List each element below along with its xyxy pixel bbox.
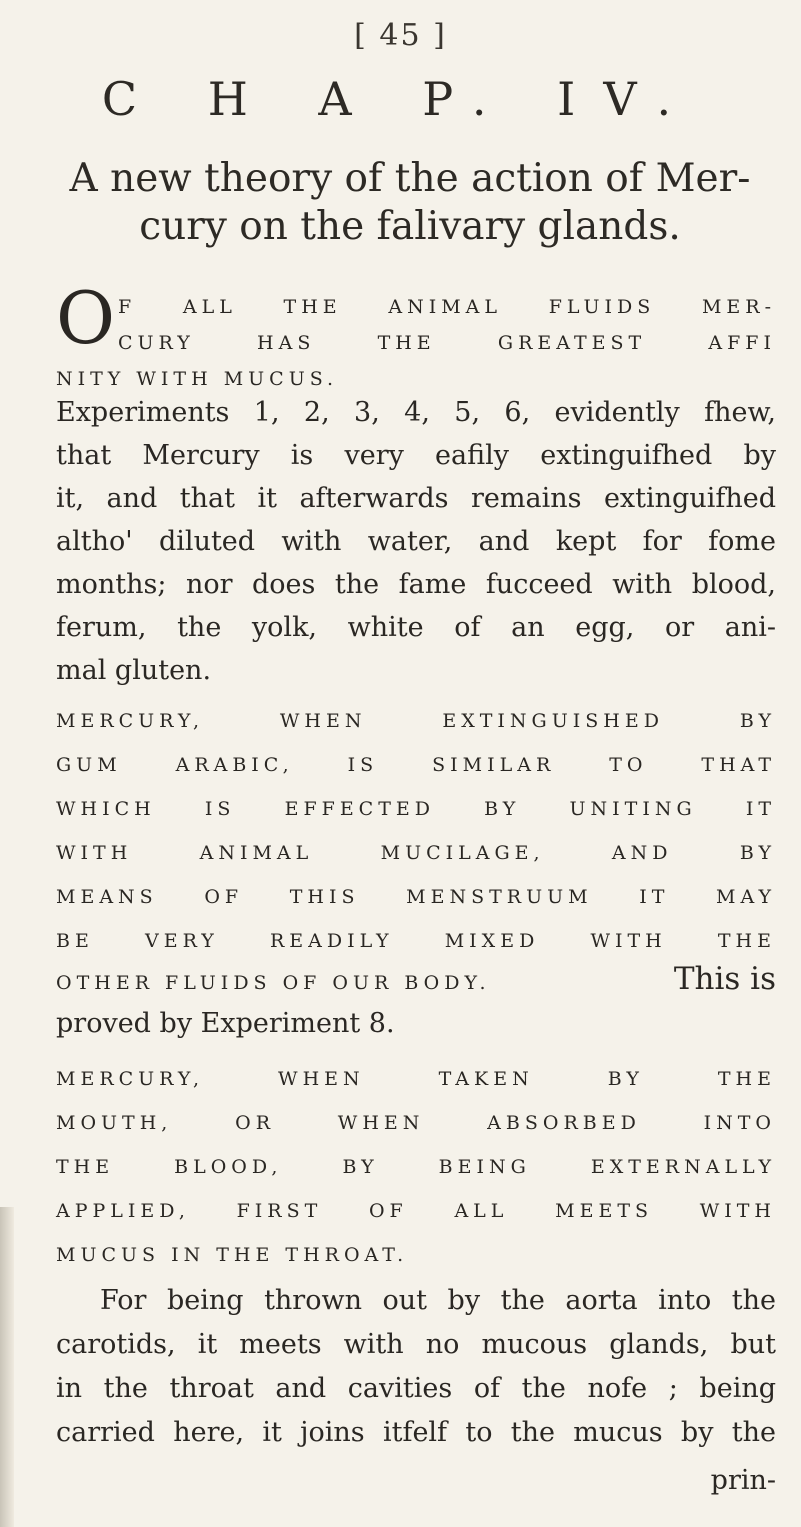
section1-line-3: NITY WITH MUCUS.: [56, 368, 339, 390]
section2-last-line: proved by Experiment 8.: [56, 1008, 395, 1039]
para1-line-1: Experiments 1, 2, 3, 4, 5, 6, evidently fhew,: [56, 397, 776, 428]
section2-line-3: WHICH IS EFFECTED BY UNITING IT: [56, 798, 776, 820]
para1-line-3: it, and that it afterwards remains extinguifhed: [56, 483, 776, 514]
chapter-title-line-2: cury on the falivary glands.: [139, 204, 681, 249]
para1-line-2: that Mercury is very eafily extinguifhed by: [56, 440, 776, 471]
section2-line-4: WITH ANIMAL MUCILAGE, AND BY: [56, 842, 776, 864]
chapter-title-line-1: A new theory of the action of Mer-: [69, 156, 751, 201]
page-number: [ 45 ]: [354, 18, 447, 53]
section2-line-6: BE VERY READILY MIXED WITH THE: [56, 930, 776, 952]
section3-line-1: MERCURY, WHEN TAKEN BY THE: [56, 1068, 776, 1090]
section3-line-3: THE BLOOD, BY BEING EXTERNALLY: [56, 1156, 776, 1178]
para2-line-3: in the throat and cavities of the nofe ; being: [56, 1373, 776, 1404]
page-edge-shadow: [0, 1207, 14, 1527]
para1-line-4: altho' diluted with water, and kept for fome: [56, 526, 776, 557]
para1-line-5: months; nor does the fame fucceed with blood,: [56, 569, 776, 600]
drop-cap: O: [56, 276, 116, 360]
section3-line-4: APPLIED, FIRST OF ALL MEETS WITH: [56, 1200, 776, 1222]
section1-line-2: CURY HAS THE GREATEST AFFI: [118, 332, 776, 354]
section2-line-2: GUM ARABIC, IS SIMILAR TO THAT: [56, 754, 776, 776]
section3-line-2: MOUTH, OR WHEN ABSORBED INTO: [56, 1112, 776, 1134]
section2-line-5: MEANS OF THIS MENSTRUUM IT MAY: [56, 886, 776, 908]
chapter-heading: C H A P. IV.: [101, 72, 700, 126]
catchword: prin-: [710, 1465, 776, 1496]
section2-line-1: MERCURY, WHEN EXTINGUISHED BY: [56, 710, 776, 732]
para2-line-1: For being thrown out by the aorta into the: [100, 1285, 776, 1316]
section1-line-1: F ALL THE ANIMAL FLUIDS MER-: [118, 296, 776, 318]
section2-tail: This is: [673, 961, 776, 997]
section2-line-7: OTHER FLUIDS OF OUR BODY.: [56, 972, 491, 994]
para1-line-7: mal gluten.: [56, 655, 212, 686]
para2-line-4: carried here, it joins itfelf to the mucus by the: [56, 1417, 776, 1448]
para2-line-2: carotids, it meets with no mucous glands, but: [56, 1329, 776, 1360]
section3-line-5: MUCUS IN THE THROAT.: [56, 1244, 409, 1266]
para1-line-6: ferum, the yolk, white of an egg, or ani-: [56, 612, 776, 643]
